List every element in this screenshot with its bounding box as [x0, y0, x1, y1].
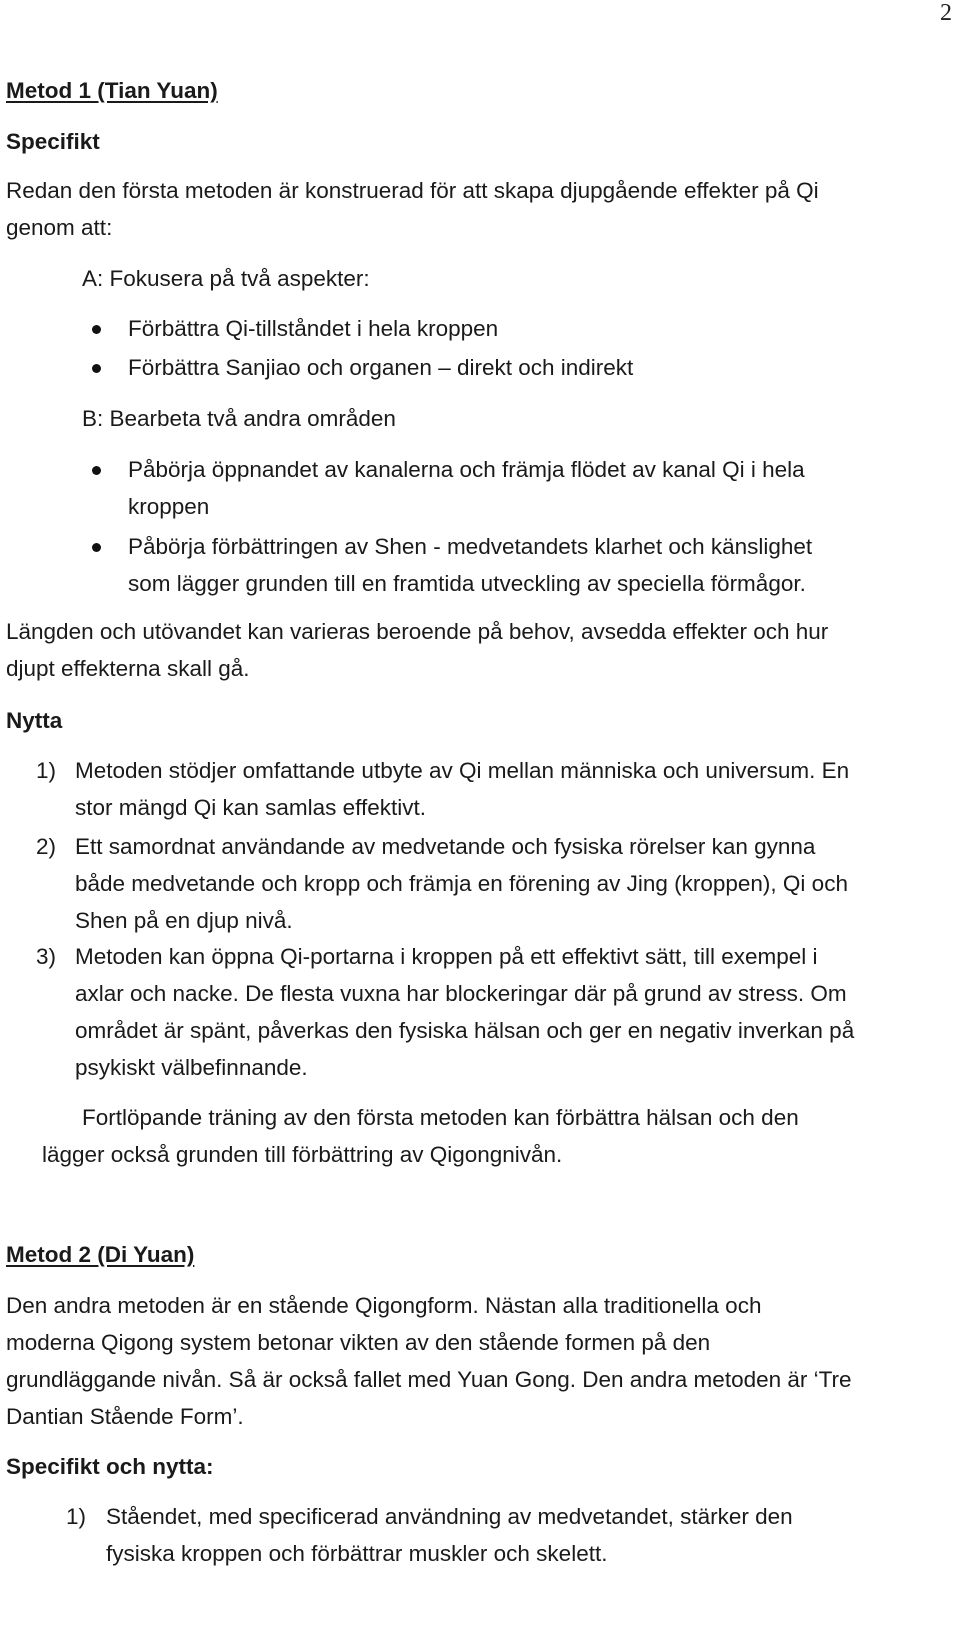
bullet-text: Påbörja öppnandet av kanalerna och främja flödet av kanal Qi i hela: [128, 457, 805, 482]
method1-b-heading: B: Bearbeta två andra områden: [82, 406, 396, 431]
bullet-text: Påbörja förbättringen av Shen - medvetandets klarhet och känslighet: [128, 534, 813, 559]
bullet-text: Förbättra Sanjiao och organen – direkt och indirekt: [128, 355, 634, 380]
item-number: 3): [36, 944, 57, 969]
bullet-icon: [92, 364, 101, 373]
item-text: stor mängd Qi kan samlas effektivt.: [75, 795, 426, 820]
item-text: Metoden kan öppna Qi-portarna i kroppen på ett effektivt sätt, till exempel i: [75, 944, 818, 969]
bullet-text-continued: kroppen: [128, 494, 210, 519]
item-text: området är spänt, påverkas den fysiska hälsan och ger en negativ inverkan på: [75, 1018, 855, 1043]
bullet-icon: [92, 466, 101, 475]
length-line1: Längden och utövandet kan varieras beroende på behov, avsedda effekter och hur: [6, 619, 829, 644]
method1-specific-heading: Specifikt: [6, 129, 100, 154]
item-text: psykiskt välbefinnande.: [75, 1055, 308, 1080]
benefit-heading: Nytta: [6, 708, 63, 733]
method2-para-line: moderna Qigong system betonar vikten av den stående formen på den: [6, 1330, 711, 1355]
item-number: 1): [66, 1504, 87, 1529]
method2-para-line: Den andra metoden är en stående Qigongform. Nästan alla traditionella och: [6, 1293, 762, 1318]
item-number: 2): [36, 834, 57, 859]
closing-line2: lägger också grunden till förbättring av Qigongnivån.: [42, 1142, 563, 1167]
page-number: 2: [940, 0, 952, 26]
method1-intro-line2: genom att:: [6, 215, 113, 240]
method2-para-line: Dantian Stående Form’.: [6, 1404, 244, 1429]
item-text: Ett samordnat användande av medvetande och fysiska rörelser kan gynna: [75, 834, 816, 859]
method2-spec-heading: Specifikt och nytta:: [6, 1454, 214, 1479]
method2-para-line: grundläggande nivån. Så är också fallet med Yuan Gong. Den andra metoden är ‘Tre: [6, 1367, 852, 1392]
bullet-text-continued: som lägger grunden till en framtida utveckling av speciella förmågor.: [128, 571, 806, 596]
method1-title: Metod 1 (Tian Yuan): [6, 78, 218, 103]
bullet-text: Förbättra Qi-tillståndet i hela kroppen: [128, 316, 499, 341]
method1-intro-line1: Redan den första metoden är konstruerad för att skapa djupgående effekter på Qi: [6, 178, 819, 203]
item-text: Metoden stödjer omfattande utbyte av Qi mellan människa och universum. En: [75, 758, 850, 783]
closing-line1: Fortlöpande träning av den första metoden kan förbättra hälsan och den: [82, 1105, 799, 1130]
method1-a-heading: A: Fokusera på två aspekter:: [82, 266, 370, 291]
item-number: 1): [36, 758, 57, 783]
item-text: fysiska kroppen och förbättrar muskler och skelett.: [106, 1541, 608, 1566]
bullet-icon: [92, 543, 101, 552]
method2-title: Metod 2 (Di Yuan): [6, 1242, 195, 1267]
item-text: axlar och nacke. De flesta vuxna har blockeringar där på grund av stress. Om: [75, 981, 847, 1006]
bullet-icon: [92, 325, 101, 334]
length-line2: djupt effekterna skall gå.: [6, 656, 250, 681]
item-text: Shen på en djup nivå.: [75, 908, 293, 933]
item-text: både medvetande och kropp och främja en förening av Jing (kroppen), Qi och: [75, 871, 848, 896]
item-text: Ståendet, med specificerad användning av medvetandet, stärker den: [106, 1504, 793, 1529]
